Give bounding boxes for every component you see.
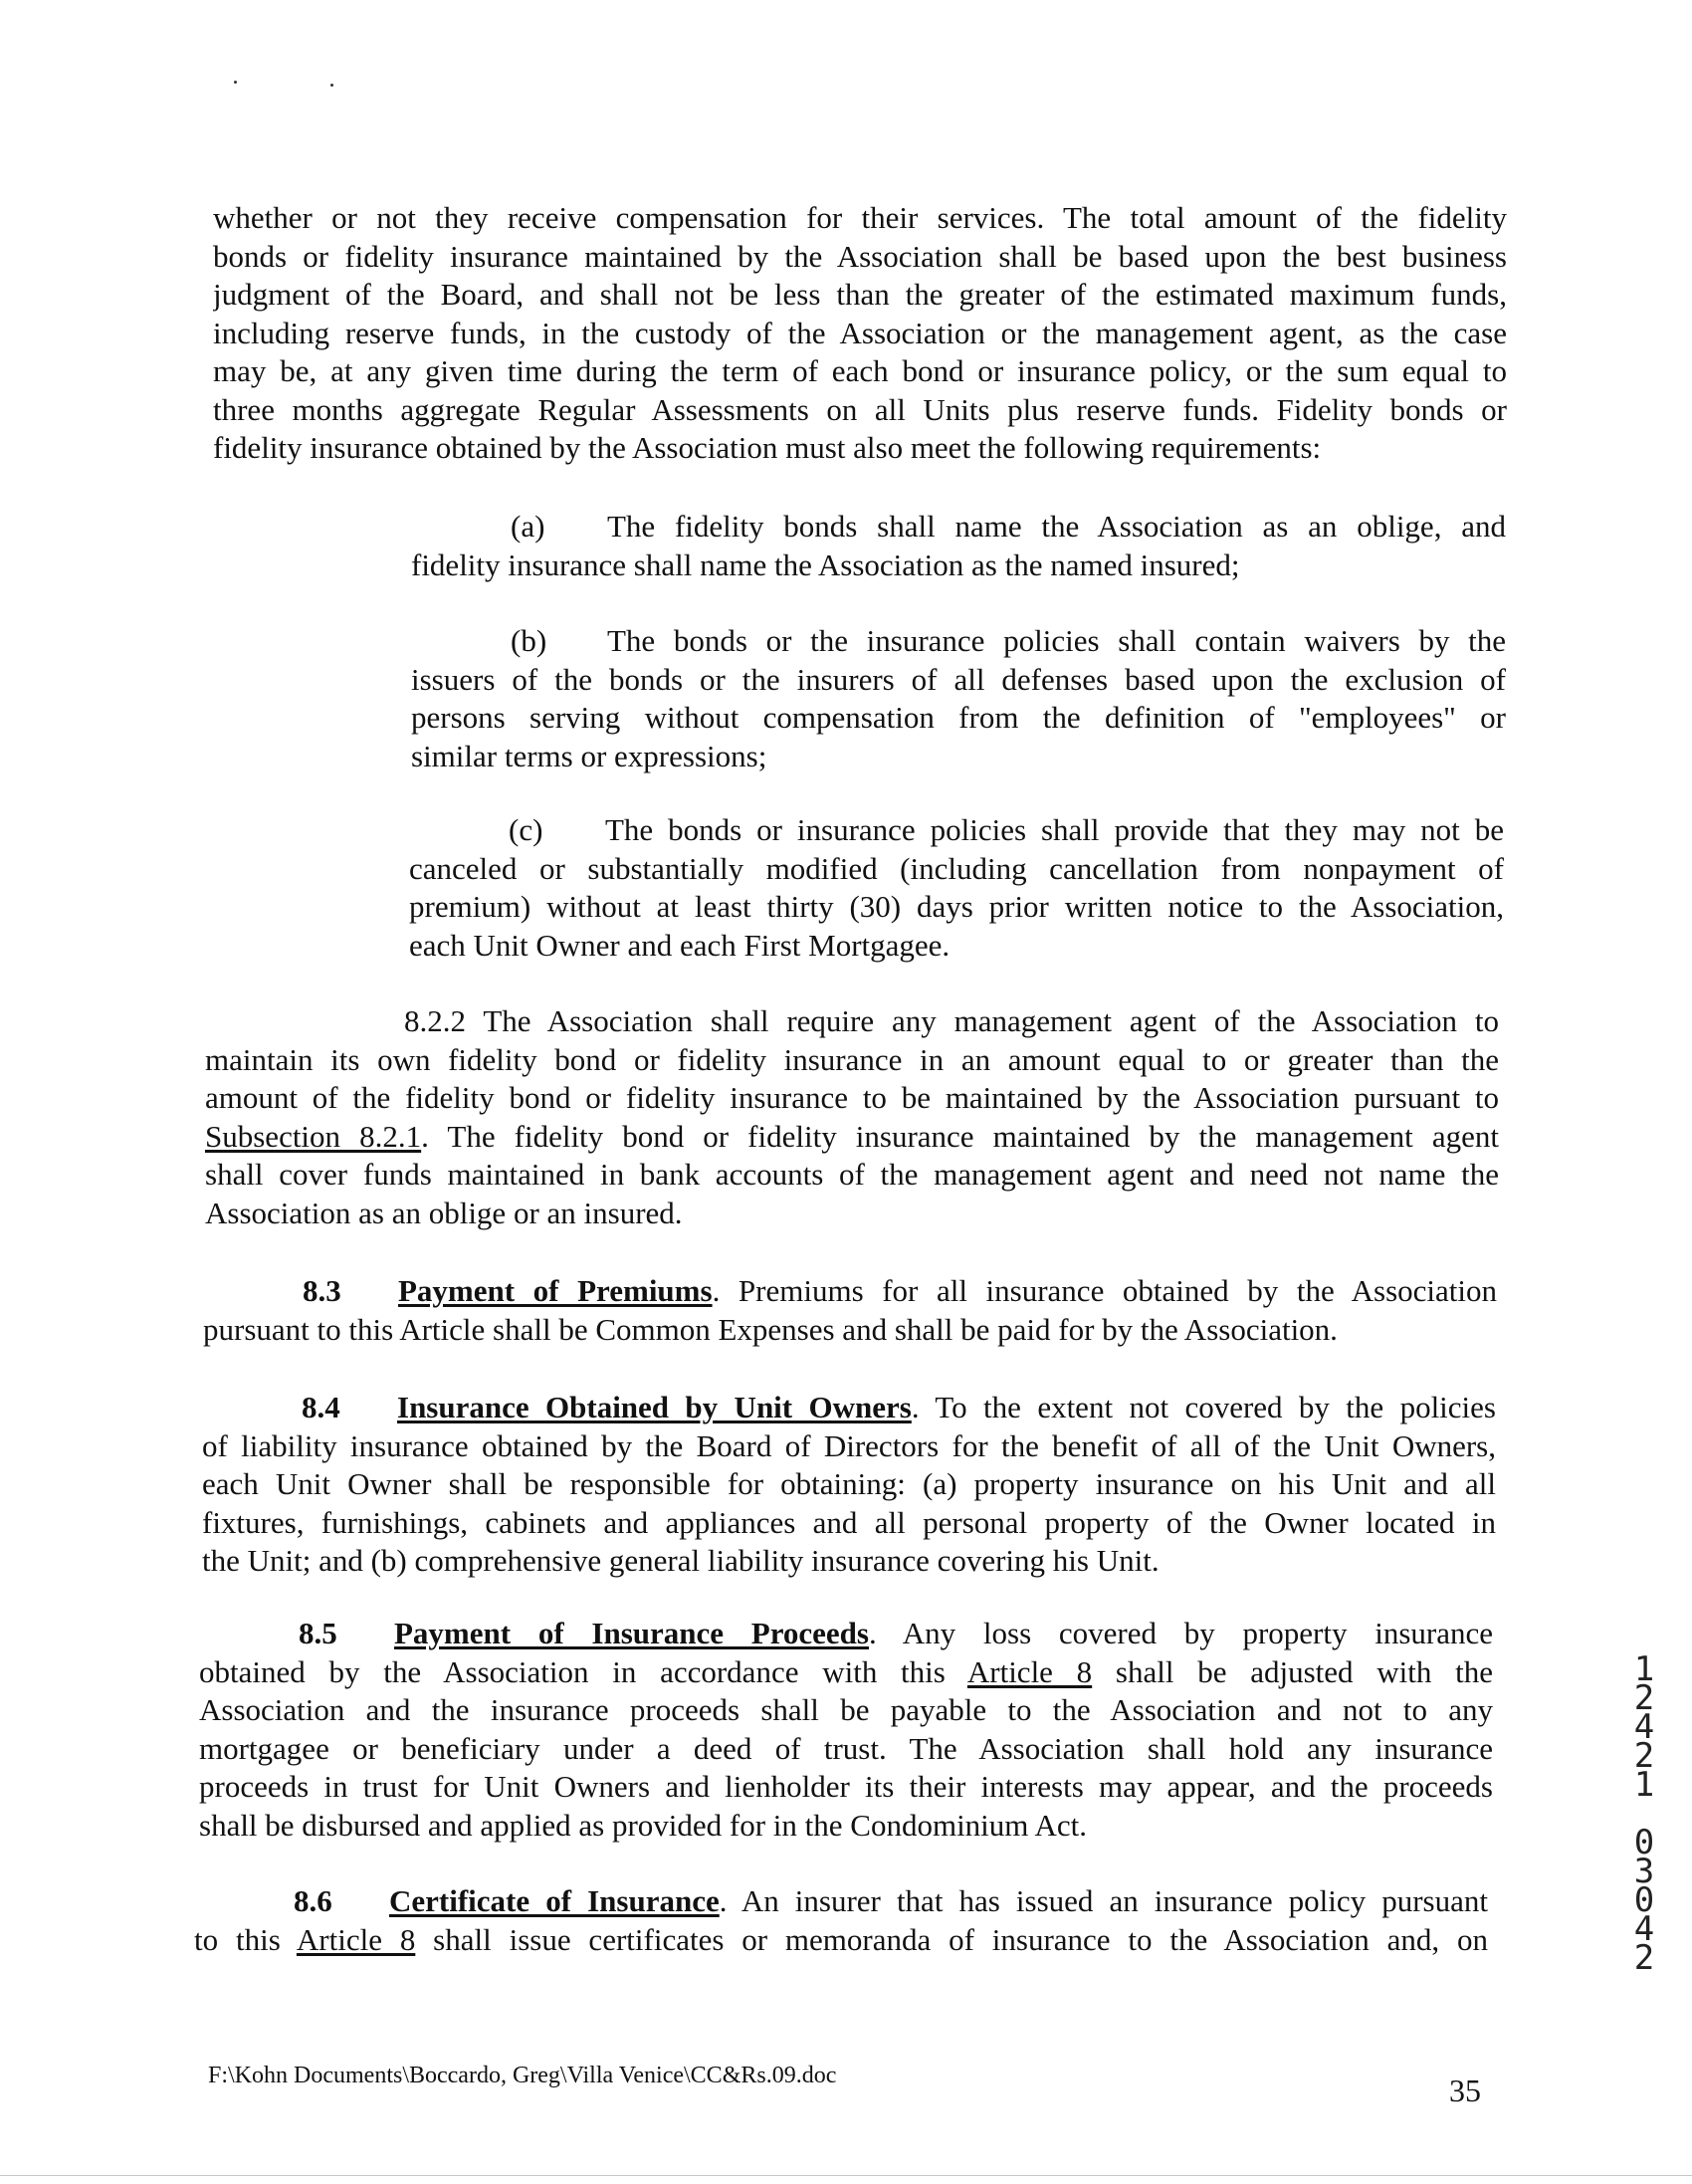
text-line [411, 622, 1506, 661]
text-line: fixtures, furnishings, cabinets and appliances and all personal property of the Owner located in [202, 1504, 1496, 1540]
text-span: . Premiums for all insurance obtained by the Association [712, 1273, 1497, 1308]
text-line: may be, at any given time during the term of each bond or insurance policy, or the sum equal to [213, 353, 1507, 388]
text-line: bonds or fidelity insurance maintained by the Association shall be based upon the best business [213, 238, 1507, 274]
text-line: amount of the fidelity bond or fidelity insurance to be maintained by the Association pursuant to [205, 1080, 1499, 1115]
text-span: to this [194, 1921, 297, 1957]
text-span: The bonds or insurance policies shall provide that they may not be [605, 812, 1504, 847]
text-line: maintain its own fidelity bond or fidelity insurance in an amount equal to or greater than the [205, 1041, 1499, 1077]
bates-digit: 4 [1633, 1707, 1655, 1747]
list-item-a [411, 508, 1506, 584]
section-number: 8.4 [302, 1390, 340, 1424]
text-span: shall be adjusted with the [1092, 1653, 1493, 1689]
text-line: each Unit Owner shall be responsible for obtaining: (a) property insurance on his Unit and all [202, 1466, 1496, 1501]
text-line [205, 1118, 1499, 1157]
paragraph-fidelity-amount [213, 199, 1507, 468]
bates-digit: 0 [1633, 1880, 1655, 1920]
text-line: of liability insurance obtained by the Board of Directors for the benefit of all of the Unit Owners, [202, 1427, 1496, 1463]
text-line: three months aggregate Regular Assessments on all Units plus reserve funds. Fidelity bonds or [213, 391, 1507, 427]
text-line: whether or not they receive compensation for their services. The total amount of the fidelity [213, 200, 1507, 235]
text-line: premium) without at least thirty (30) days prior written notice to the Association, [409, 889, 1504, 924]
section-title: Payment of Insurance Proceeds [394, 1616, 869, 1650]
section-title: Payment of Premiums [398, 1273, 713, 1308]
text-line [411, 508, 1506, 546]
text-line: Association and the insurance proceeds shall be payable to the Association and not to any [199, 1692, 1493, 1727]
text-line: shall be disbursed and applied as provided for in the Condominium Act. [199, 1807, 1087, 1843]
text-line [194, 1882, 1488, 1921]
text-line [199, 1653, 1493, 1692]
section-number: 8.5 [299, 1616, 337, 1650]
text-span: obtained by the Association in accordance with this [199, 1653, 967, 1689]
text-span: . Any loss covered by property insurance [868, 1616, 1493, 1650]
section-8-3 [203, 1272, 1497, 1349]
text-line: 8.2.2 The Association shall require any management agent of the Association to [404, 1003, 1499, 1038]
list-item-b [411, 622, 1506, 775]
bates-stamp [1624, 1598, 1664, 2031]
text-span: The bonds or the insurance policies shall contain waivers by the [607, 623, 1506, 658]
scan-speck [330, 84, 333, 87]
bates-digit: 1 [1633, 1765, 1655, 1805]
section-title: Certificate of Insurance [389, 1883, 720, 1918]
text-line: issuers of the bonds or the insurers of all defenses based upon the exclusion of [411, 661, 1506, 697]
text-span: . To the extent not covered by the policies [911, 1390, 1496, 1424]
text-line: fidelity insurance obtained by the Association must also meet the following requirements: [213, 430, 1322, 465]
footer-file-path: F:\Kohn Documents\Boccardo, Greg\Villa Venice\CC&Rs.09.doc [208, 2063, 837, 2088]
text-line: shall cover funds maintained in bank accounts of the management agent and need not name the [205, 1157, 1499, 1192]
subsection-reference-link[interactable]: Subsection 8.2.1 [205, 1118, 422, 1154]
text-line: judgment of the Board, and shall not be less than the greater of the estimated maximum funds, [213, 277, 1507, 312]
text-line: proceeds in trust for Unit Owners and lienholder its their interests may appear, and the proceeds [199, 1769, 1493, 1804]
section-8-6 [194, 1882, 1488, 1959]
text-line: pursuant to this Article shall be Common Expenses and shall be paid for by the Association. [203, 1311, 1338, 1347]
section-8-4 [202, 1389, 1496, 1581]
text-line: including reserve funds, in the custody of the Association or the management agent, as the case [213, 315, 1507, 350]
list-label: (b) [511, 623, 547, 658]
text-line: canceled or substantially modified (including cancellation from nonpayment of [409, 850, 1504, 886]
text-span: . The fidelity bond or fidelity insurance maintained by the management agent [421, 1118, 1499, 1154]
text-line: similar terms or expressions; [411, 738, 767, 773]
section-number: 8.3 [303, 1273, 341, 1308]
section-title: Insurance Obtained by Unit Owners [397, 1390, 912, 1424]
text-line: fidelity insurance shall name the Association as the named insured; [411, 546, 1240, 582]
text-line [199, 1615, 1493, 1653]
list-item-c [409, 811, 1504, 965]
text-line: each Unit Owner and each First Mortgagee. [409, 927, 951, 963]
text-line: persons serving without compensation from the definition of "employees" or [411, 700, 1506, 735]
article-reference-link[interactable]: Article 8 [296, 1921, 416, 1957]
list-label: (a) [511, 509, 545, 544]
text-line [194, 1921, 1488, 1960]
scan-edge-line [0, 2175, 1692, 2176]
article-reference-link[interactable]: Article 8 [966, 1653, 1093, 1689]
bates-digit: 4 [1633, 1909, 1655, 1949]
text-span: . An insurer that has issued an insurance policy pursuant [719, 1883, 1488, 1918]
bates-digit: 3 [1633, 1852, 1655, 1891]
text-line [409, 811, 1504, 850]
text-line [202, 1389, 1496, 1427]
text-span: shall issue certificates or memoranda of insurance to the Association and, on [415, 1921, 1488, 1957]
scan-speck [234, 81, 237, 84]
section-number: 8.6 [294, 1883, 332, 1918]
bates-digit: 2 [1633, 1736, 1655, 1776]
text-line [203, 1272, 1497, 1311]
page-number: 35 [1449, 2073, 1481, 2108]
list-label: (c) [509, 812, 543, 847]
text-line: the Unit; and (b) comprehensive general liability insurance covering his Unit. [202, 1543, 1160, 1578]
section-8-2-2 [205, 1002, 1499, 1232]
bates-digit: 1 [1633, 1649, 1655, 1689]
bates-digit: 0 [1633, 1823, 1655, 1862]
text-span: The fidelity bonds shall name the Association as an oblige, and [607, 509, 1506, 544]
bates-digit: 2 [1633, 1938, 1655, 1978]
bates-digit: 2 [1633, 1678, 1655, 1718]
text-line: mortgagee or beneficiary under a deed of trust. The Association shall hold any insurance [199, 1730, 1493, 1766]
section-8-5 [199, 1615, 1493, 1845]
text-line: Association as an oblige or an insured. [205, 1195, 683, 1230]
